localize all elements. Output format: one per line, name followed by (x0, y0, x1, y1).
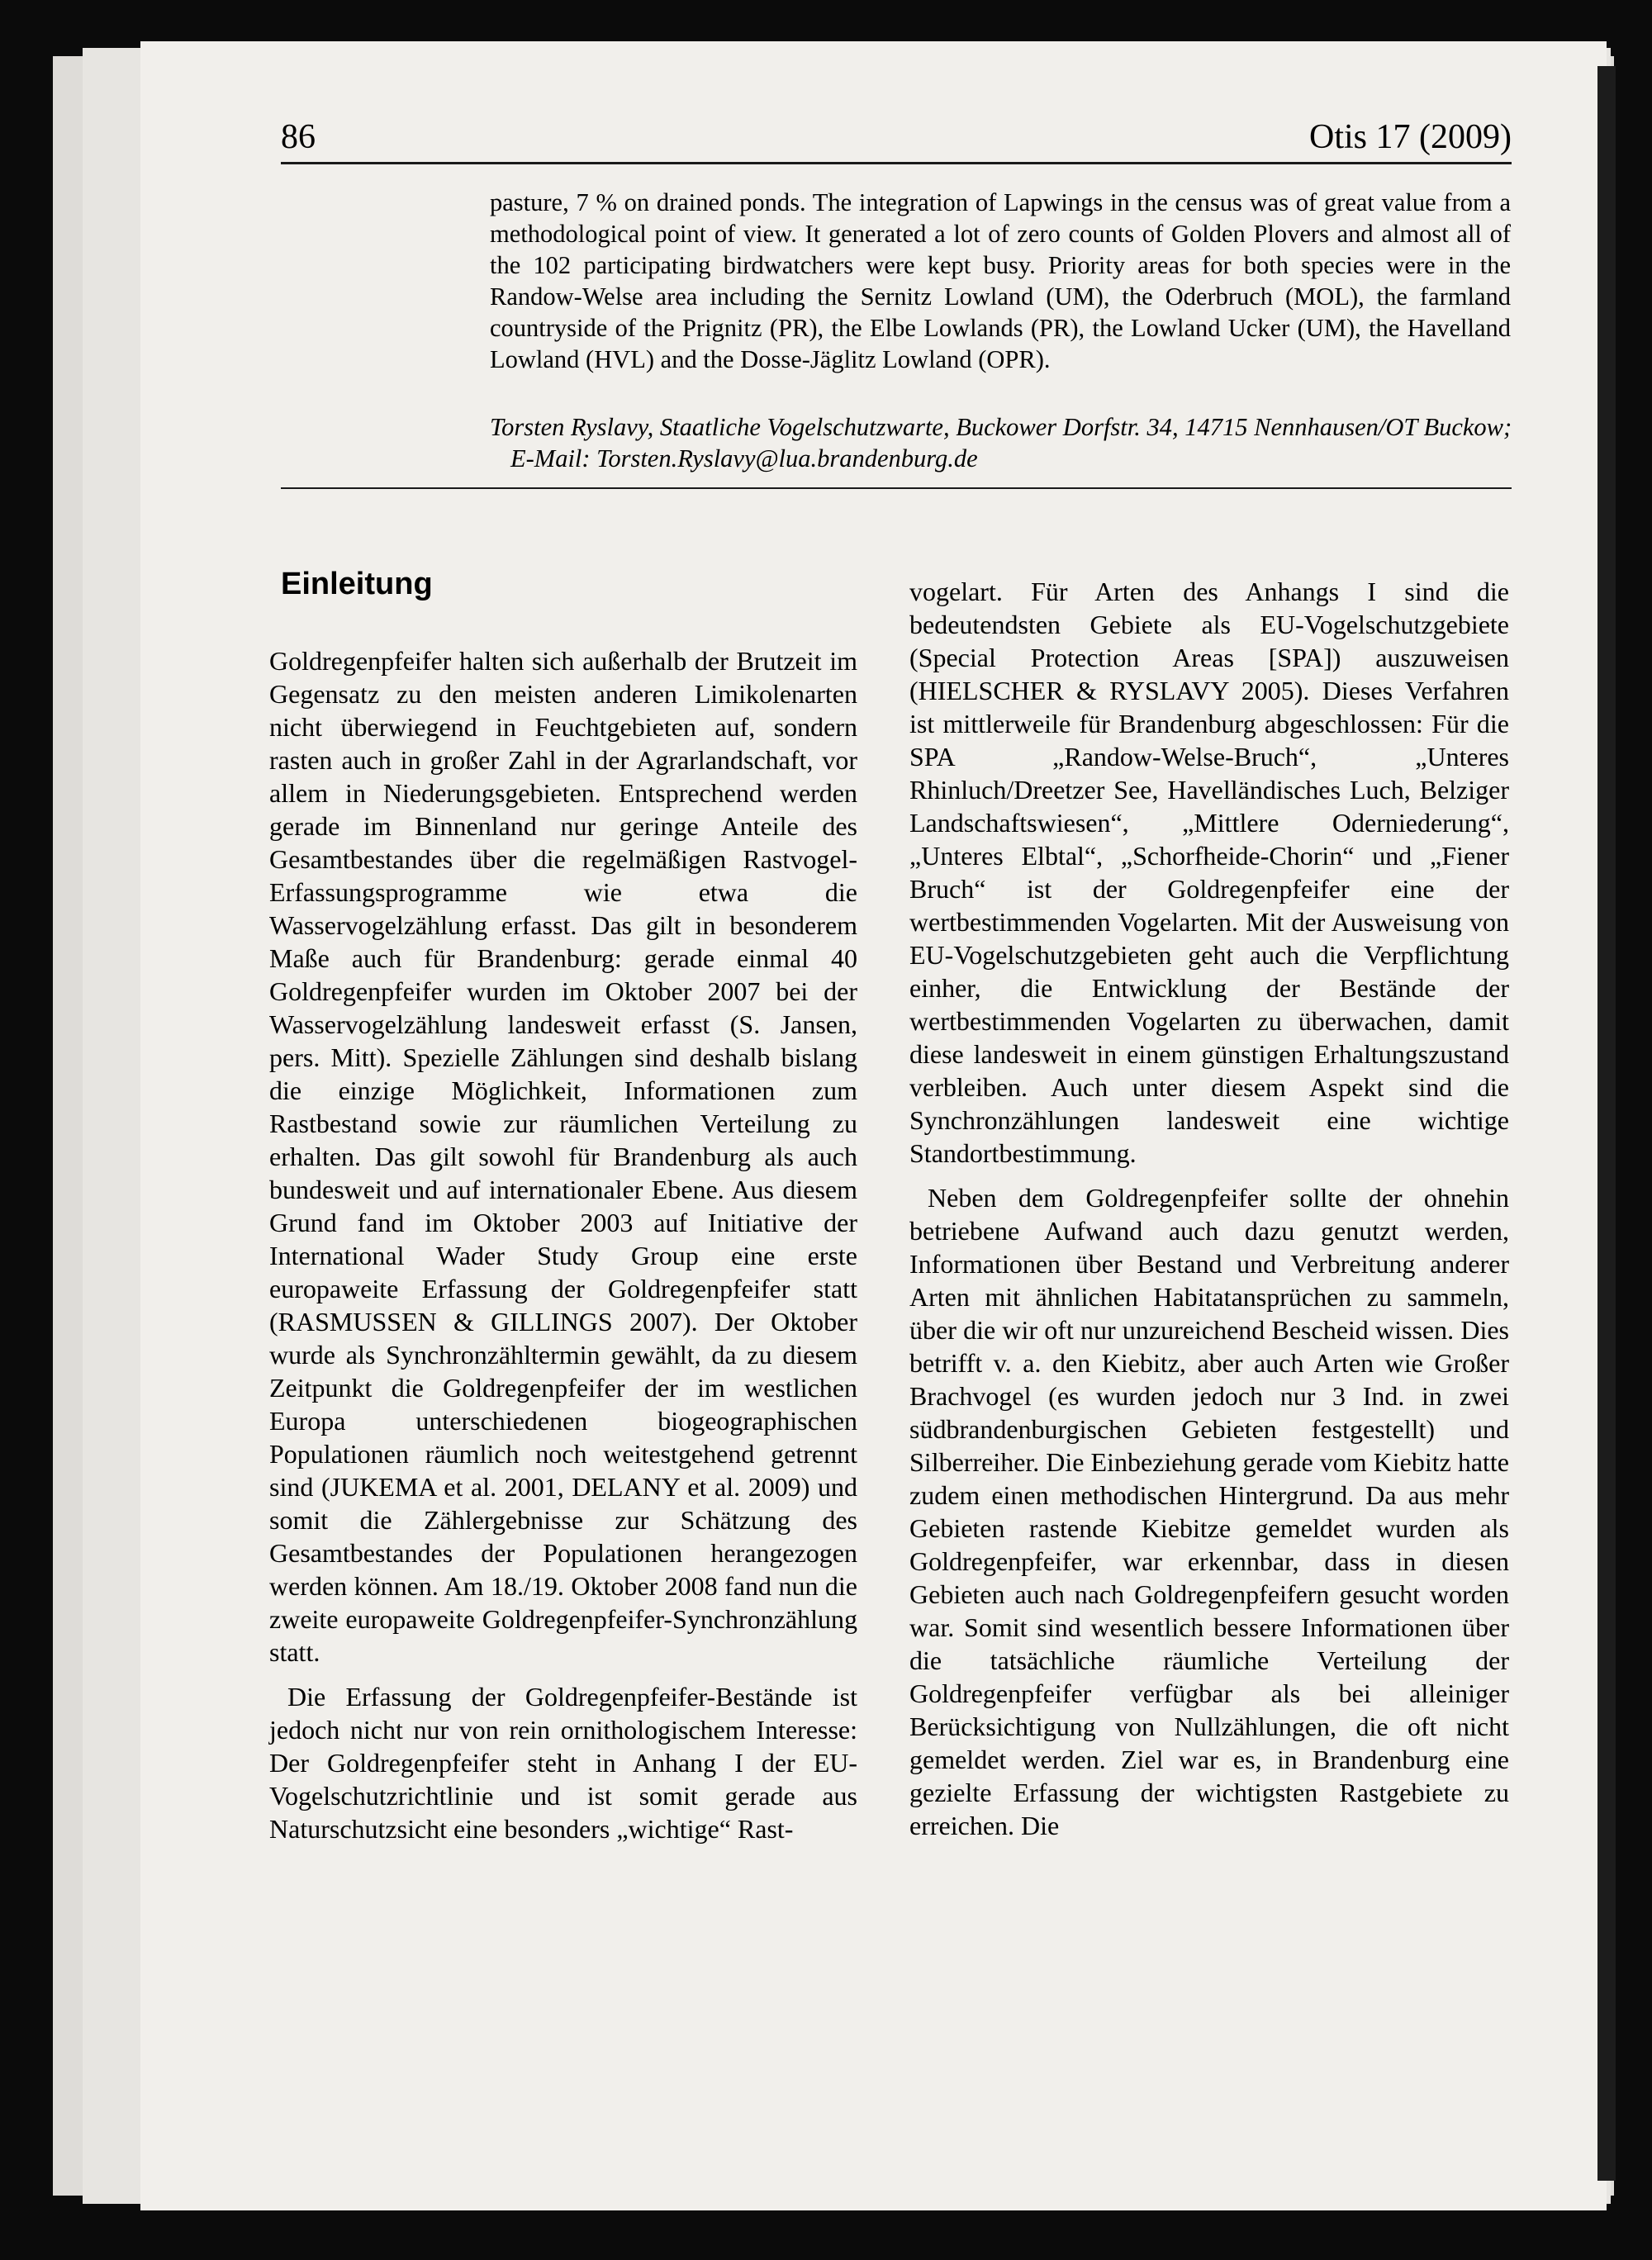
section-divider (281, 487, 1512, 489)
book-spine-shadow (1597, 66, 1616, 2181)
english-abstract-continuation: pasture, 7 % on drained ponds. The integration of Lapwings in the census was of great value from a methodological point of view. It generated a lot of zero counts of Golden Plovers and almost all of the 102 participating birdwatchers were kept busy. Priority areas for both species were in the Randow-Welse area including the Sernitz Lowland (UM), the Oderbruch (MOL), the farmland countryside of the Prignitz (PR), the Elbe Lowlands (PR), the Lowland Ucker (UM), the Havelland Lowland (HVL) and the Dosse-Jäglitz Lowland (OPR). (490, 188, 1511, 373)
journal-reference: Otis 17 (2009) (1309, 118, 1512, 156)
section-heading: Einleitung (281, 567, 433, 601)
right-column (909, 575, 1509, 1842)
left-column (269, 644, 857, 1845)
page-number: 86 (281, 118, 316, 156)
running-header (281, 116, 1512, 164)
author-email-line: E-Mail: Torsten.Ryslavy@lua.brandenburg.de (510, 444, 978, 472)
author-address (490, 411, 1514, 474)
body-paragraph: vogelart. Für Arten des Anhangs I sind die bedeutendsten Gebiete als EU-Vogelschutzgebiete (Special Protection Areas [SPA]) auszuweisen (HIELSCHER & RYSLAVY 2005). Dieses Verfahren ist mittlerweile für Brandenburg abgeschlossen: Für die SPA „Randow-Welse-Bruch“, „Unteres Rhinluch/Dreetzer See, Havelländisches Luch, Belziger Landschaftswiesen“, „Mittlere Oderniederung“, „Unteres Elbtal“, „Schorfheide-Chorin“ und „Fiener Bruch“ ist der Goldregenpfeifer eine der wertbestimmenden Vogelarten. Mit der Ausweisung von EU-Vogelschutzgebieten geht auch die Verpflichtung einher, die Entwicklung der Bestände der wertbestimmenden Vogelarten zu überwachen, damit diese landesweit in einem günstigen Erhaltungszustand verbleiben. Auch unter diesem Aspekt sind die Synchronzählungen landesweit eine wichtige Standortbestimmung. (909, 577, 1509, 1168)
body-paragraph: Die Erfassung der Goldregenpfeifer-Bestände ist jedoch nicht nur von rein ornithologischem Interesse: Der Goldregenpfeifer steht in Anhang I der EU-Vogelschutzrichtlinie und ist somit gerade aus Naturschutzsicht eine besonders „wichtige“ Rast- (269, 1682, 857, 1844)
author-address-line: Torsten Ryslavy, Staatliche Vogelschutzwarte, Buckower Dorfstr. 34, 14715 Nennhausen/OT Buckow; (490, 413, 1512, 441)
body-paragraph: Goldregenpfeifer halten sich außerhalb der Brutzeit im Gegensatz zu den meisten anderen Limikolenarten nicht überwiegend in Feuchtgebieten auf, sondern rasten auch in großer Zahl in der Agrarlandschaft, vor allem in Niederungsgebieten. Entsprechend werden gerade im Binnenland nur geringe Anteile des Gesamtbestandes über die regelmäßigen Rastvogel-Erfassungsprogramme wie etwa die Wasservogelzählung erfasst. Das gilt in besonderem Maße auch für Brandenburg: gerade einmal 40 Goldregenpfeifer wurden im Oktober 2007 bei der Wasservogelzählung landesweit erfasst (S. Jansen, pers. Mitt). Spezielle Zählungen sind deshalb bislang die einzige Möglichkeit, Informationen zum Rastbestand sowie zur räumlichen Verteilung zu erhalten. Das gilt sowohl für Brandenburg als auch bundesweit und auf internationaler Ebene. Aus diesem Grund fand im Oktober 2003 auf Initiative der International Wader Study Group eine erste europaweite Erfassung der Goldregenpfeifer statt (RASMUSSEN & GILLINGS 2007). Der Oktober wurde als Synchronzähltermin gewählt, da zu diesem Zeitpunkt die Goldregenpfeifer der im westlichen Europa unterschiedenen biogeographischen Populationen räumlich noch weitestgehend getrennt sind (JUKEMA et al. 2001, DELANY et al. 2009) und somit die Zählergebnisse zur Schätzung des Gesamtbestandes der Populationen herangezogen werden können. Am 18./19. Oktober 2008 fand nun die zweite europaweite Goldregenpfeifer-Synchronzählung statt. (269, 646, 857, 1667)
body-paragraph: Neben dem Goldregenpfeifer sollte der ohnehin betriebene Aufwand auch dazu genutzt werden, Informationen über Bestand und Verbreitung anderer Arten mit ähnlichen Habitatansprüchen zu sammeln, über die wir oft nur unzureichend Bescheid wissen. Dies betrifft v. a. den Kiebitz, aber auch Arten wie Großer Brachvogel (es wurden jedoch nur 3 Ind. in zwei südbrandenburgischen Gebieten festgestellt) und Silberreiher. Die Einbeziehung gerade vom Kiebitz hatte zudem einen methodischen Hintergrund. Da aus mehr Gebieten rastende Kiebitze gemeldet wurden als Goldregenpfeifer, war erkennbar, dass in diesen Gebieten auch nach Goldregenpfeifern gesucht worden war. Somit sind wesentlich bessere Informationen über die tatsächliche räumliche Verteilung der Goldregenpfeifer verfügbar als bei alleiniger Berücksichtigung von Nullzählungen, die oft nicht gemeldet werden. Ziel war es, in Brandenburg eine gezielte Erfassung der wichtigsten Rastgebiete zu erreichen. Die (909, 1183, 1509, 1840)
